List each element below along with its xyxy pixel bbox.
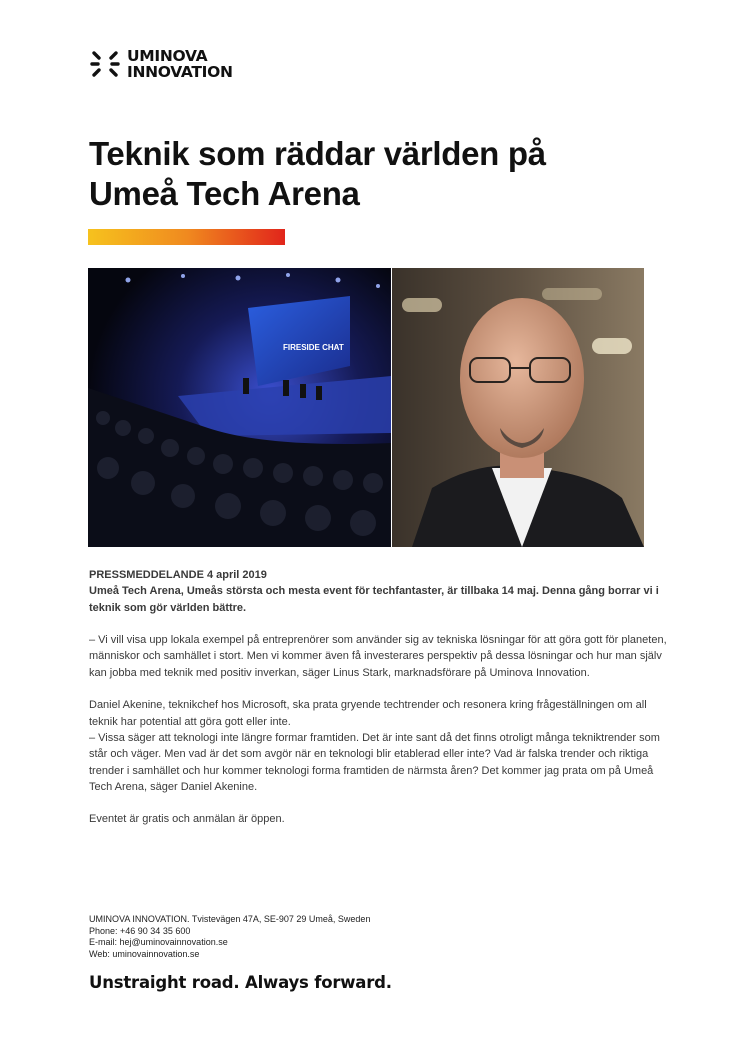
title-line1: Teknik som räddar världen på	[89, 135, 546, 172]
logo-line1: UMINOVA	[127, 47, 208, 65]
footer-web: Web: uminovainnovation.se	[89, 948, 200, 959]
dateline: PRESSMEDDELANDE 4 april 2019	[89, 569, 267, 581]
uminova-logo	[89, 46, 233, 82]
uminova-burst-icon	[89, 48, 121, 80]
page-title	[89, 134, 649, 214]
accent-gradient-bar	[88, 229, 285, 245]
paragraph-daniel-quote: – Vissa säger att teknologi inte längre formar framtiden. Det är inte sant då det finns otroligt många tekniktrender som står och väger. Men vad är det som avgör när en teknologi blir etablerad eller inte? Vad är falska trender och riktiga trender i samhället och hur kommer teknologi forma framtiden de närmsta åren? Det kommer jag prata om på Umeå Tech Arena, säger Daniel Akenine.	[89, 731, 660, 793]
contact-footer	[89, 914, 370, 960]
press-release-body	[89, 567, 669, 828]
logo-line2: INNOVATION	[127, 63, 233, 81]
lead-paragraph: Umeå Tech Arena, Umeås största och mesta event för techfantaster, är tillbaka 14 maj. Denna gång borrar vi i teknik som gör världen bättre.	[89, 585, 659, 614]
footer-address: UMINOVA INNOVATION. Tvistevägen 47A, SE-907 29 Umeå, Sweden	[89, 914, 371, 924]
paragraph-daniel-intro: Daniel Akenine, teknikchef hos Microsoft, ska prata gryende techtrender och resonera kring frågeställningen om all teknik har potential att göra gott eller inte.	[89, 699, 647, 728]
paragraph-linus-quote: – Vi vill visa upp lokala exempel på entreprenörer som använder sig av tekniska lösningar för att göra gott för planeten, människor och samhället i stort. Men vi kommer även få investerares perspektiv på dessa lösningar och hur man själv kan jobba med teknik med positiv inverkan, säger Linus Stark, marknadsförare på Uminova Innovation.	[89, 634, 667, 679]
title-line2: Umeå Tech Arena	[89, 175, 360, 212]
paragraph-registration: Eventet är gratis och anmälan är öppen.	[89, 813, 285, 826]
portrait-photo	[392, 268, 644, 547]
conference-stage-photo	[88, 268, 391, 547]
tagline: Unstraight road. Always forward.	[89, 973, 392, 992]
footer-email: E-mail: hej@uminovainnovation.se	[89, 937, 228, 947]
logo-wordmark	[127, 48, 233, 80]
screen-text: FIRESIDE CHAT	[283, 343, 344, 352]
footer-phone: Phone: +46 90 34 35 600	[89, 925, 191, 936]
